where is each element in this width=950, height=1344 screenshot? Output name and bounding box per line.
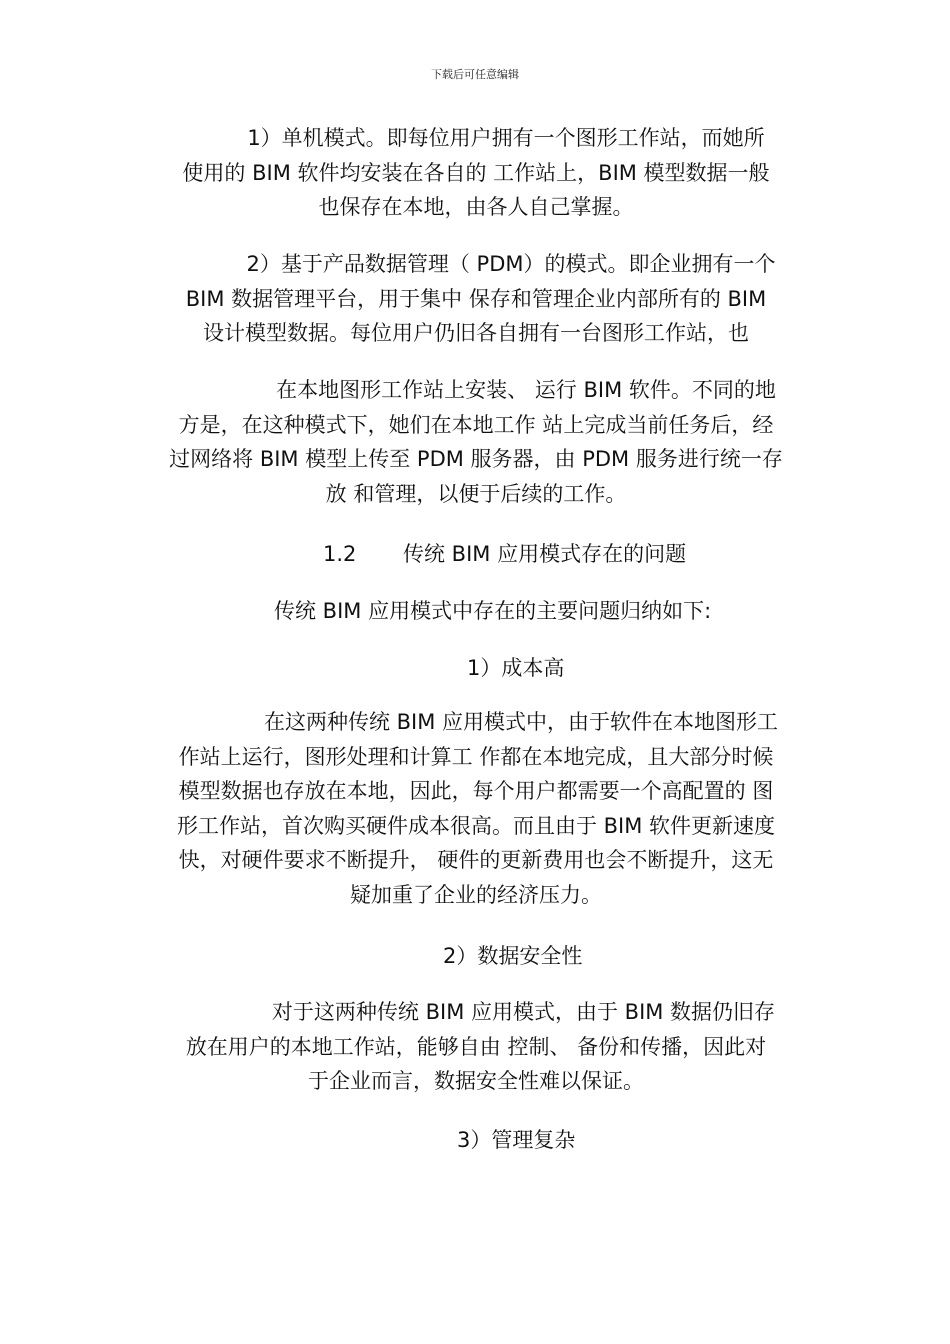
text-line: 快，对硬件要求不断提升， 硬件的更新费用也会不断提升，这无 [178,848,774,872]
text-line: 在本地图形工作站上安装、 运行 BIM 软件。不同的地 [276,378,776,402]
paragraph-standalone-mode [145,121,807,225]
text-line: 设计模型数据。每位用户仍旧各自拥有一台图形工作站，也 [203,321,749,345]
page-header: 下载后可任意编辑 [431,68,519,81]
text-line: BIM 数据管理平台，用于集中 保存和管理企业内部所有的 BIM [185,286,767,311]
text-line: 放 和管理，以便于后续的工作。 [325,481,627,506]
subheading-data-security: 2）数据安全性 [443,944,583,968]
text-line: 1）单机模式。即每位用户拥有一个图形工作站，而她所 [247,126,765,150]
text-line: 放在用户的本地工作站，能够自由 控制、 备份和传播，因此对 [185,1034,767,1059]
text-line: 于企业而言，数据安全性难以保证。 [308,1069,644,1093]
section-number: 1.2 [323,542,357,566]
section-title: 传统 BIM 应用模式存在的问题 [403,542,687,566]
paragraph-data-security [145,995,807,1099]
text-line: 对于这两种传统 BIM 应用模式，由于 BIM 数据仍旧存 [271,1000,776,1024]
text-line: 疑加重了企业的经济压力。 [350,882,602,907]
text-line: 在这两种传统 BIM 应用模式中，由于软件在本地图形工 [263,710,779,734]
subheading-cost: 1）成本高 [467,656,565,680]
paragraph-pdm-mode-continued [145,373,807,511]
text-line: 方是，在这种模式下，她们在本地工作 站上完成当前任务后，经 [178,412,774,437]
section-heading [323,538,686,568]
text-line: 作站上运行，图形处理和计算工 作都在本地完成，且大部分时候 [178,744,774,769]
intro-text: 传统 BIM 应用模式中存在的主要问题归纳如下: [274,599,712,623]
paragraph-pdm-mode [145,247,807,351]
text-line: 2）基于产品数据管理（ PDM）的模式。即企业拥有一个 [246,252,776,276]
text-line: 也保存在本地，由各人自己掌握。 [318,195,634,219]
text-line: 模型数据也存放在本地，因此，每个用户都需要一个高配置的 图 [178,779,774,803]
paragraph-cost [145,705,807,912]
text-line: 过网络将 BIM 模型上传至 PDM 服务器，由 PDM 服务进行统一存 [169,447,783,471]
subheading-management: 3）管理复杂 [457,1128,576,1152]
text-line: 形工作站，首次购买硬件成本很高。而且由于 BIM 软件更新速度 [176,813,776,838]
text-line: 使用的 BIM 软件均安装在各自的 工作站上，BIM 模型数据一般 [182,160,770,185]
